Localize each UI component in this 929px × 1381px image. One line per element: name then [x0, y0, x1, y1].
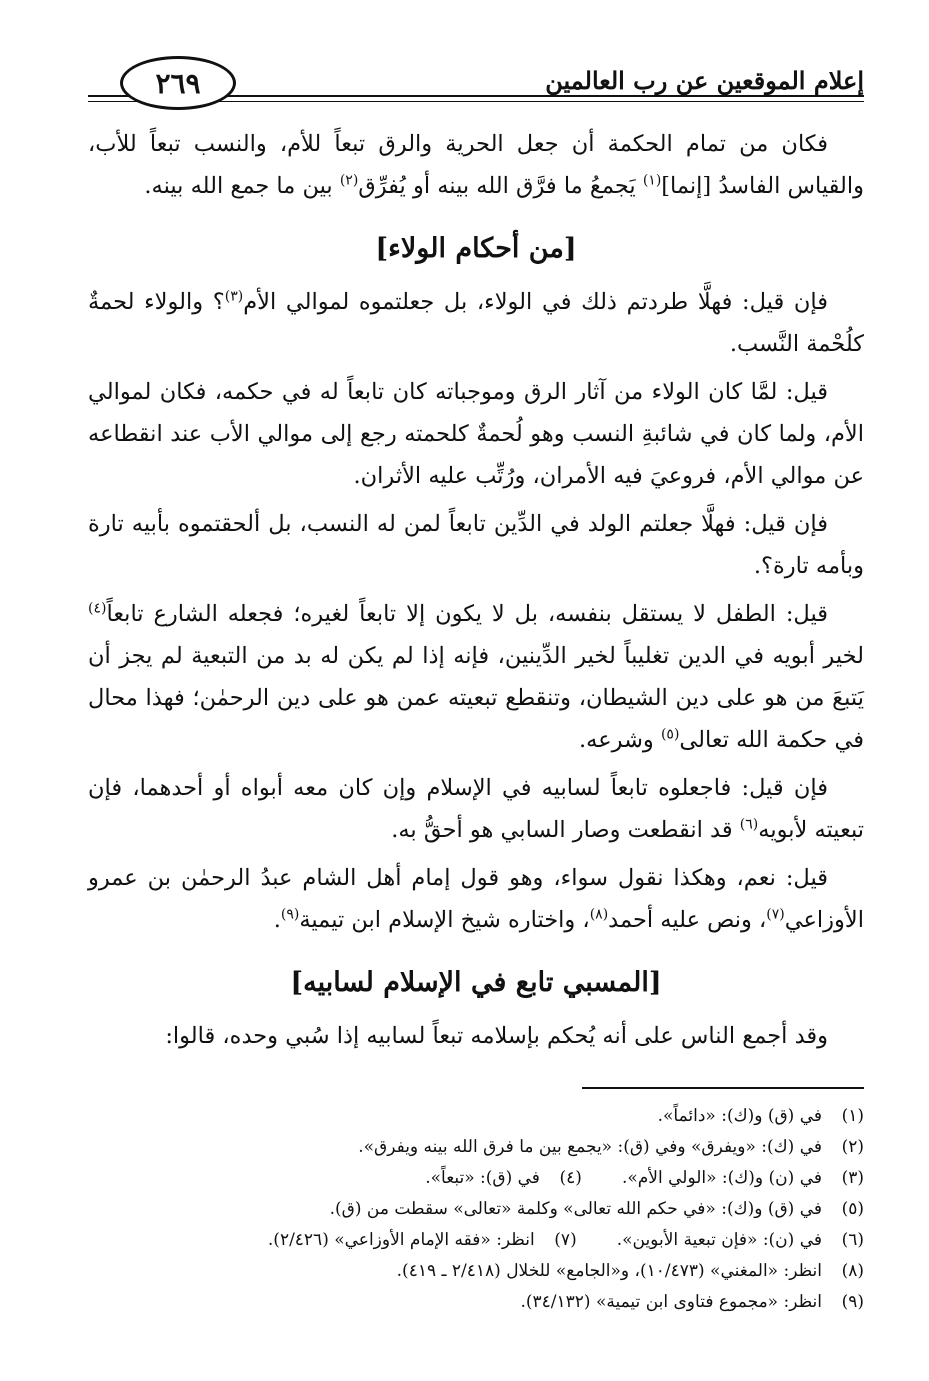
footnote-number: (٤): [559, 1168, 582, 1188]
footnotes: [88, 1101, 864, 1318]
section-heading-captive: [المسبي تابع في الإسلام لسابيه]: [290, 967, 662, 998]
footnote-6-7: [88, 1225, 864, 1256]
footnote-number: (٦): [841, 1230, 864, 1250]
footnote-number: (٨): [841, 1261, 864, 1281]
footnote-marker: (٤): [88, 600, 107, 617]
paragraph-7: [88, 857, 864, 941]
footnote-text: انظر: «فقه الإمام الأوزاعي» (٢/٤٢٦).: [267, 1230, 535, 1250]
paragraph-5: [88, 593, 864, 761]
footnote-marker: (٧): [766, 906, 785, 923]
footnote-marker: (٩): [280, 906, 300, 923]
text-run: ؟ والولاء لحمةٌ كلُحْمة النَّسب.: [88, 289, 864, 357]
text-run: قد انقطعت وصار السابي هو أحقُّ به.: [391, 817, 740, 843]
footnote-number: (١): [841, 1106, 864, 1126]
text-run: فإن قيل: فاجعلوه تابعاً لسابيه في الإسلام وإن كان معه أبواه أو أحدهما، فإن تبعيته لأبويه: [88, 775, 864, 843]
footnote-marker: (٨): [589, 906, 609, 923]
text-run: يَجمعُ ما فرَّق الله بينه أو يُفرِّق: [358, 173, 643, 199]
footnote-spacer: [577, 1225, 617, 1256]
paragraph-1: [88, 123, 864, 207]
footnote-spacer: [582, 1163, 622, 1194]
text-run: قيل: الطفل لا يستقل بنفسه، بل لا يكون إلا تابعاً لغيره؛ فجعله الشارع تابعاً: [106, 601, 828, 627]
footnote-marker: (١): [642, 172, 662, 189]
footnote-number: (٣): [841, 1168, 864, 1188]
footnote-marker: (٢): [339, 172, 359, 189]
footnote-number: (٩): [841, 1292, 864, 1312]
page-number: ٢٦٩: [120, 56, 236, 110]
footnote-8: [88, 1256, 864, 1287]
page-header: [88, 56, 864, 116]
footnote-number: (٧): [554, 1230, 577, 1250]
footnote-3-4: [88, 1163, 864, 1194]
footnote-number: (٢): [841, 1137, 864, 1157]
footnote-text: في (ن) و(ك): «الولي الأم».: [621, 1168, 822, 1188]
section-heading-wala: [من أحكام الولاء]: [375, 233, 577, 264]
text-run: ، واختاره شيخ الإسلام ابن تيمية: [299, 907, 590, 933]
footnote-text: انظر: «مجموع فتاوى ابن تيمية» (٣٤/١٣٢).: [520, 1292, 822, 1312]
footnote-text: انظر: «المغني» (١٠/٤٧٣)، و«الجامع» للخلال (٢/٤١٨ ـ ٤١٩).: [396, 1261, 822, 1281]
footnote-9: [88, 1287, 864, 1318]
text-run: فإن قيل: فهلَّا طردتم ذلك في الولاء، بل جعلتموه لموالي الأم: [243, 289, 828, 315]
footnote-1: [88, 1101, 864, 1132]
footnote-separator: [582, 1087, 864, 1089]
text-run: .: [273, 907, 281, 933]
running-title: إعلام الموقعين عن رب العالمين: [545, 66, 864, 95]
footnote-marker: (٥): [660, 726, 680, 743]
footnote-marker: (٦): [739, 816, 759, 833]
footnote-number: (٥): [841, 1199, 864, 1219]
footnote-text: في (ق) و(ك): «دائماً».: [657, 1106, 822, 1126]
footnote-text: في (ن): «فإن تبعية الأبوين».: [616, 1230, 822, 1250]
text-run: فكان من تمام الحكمة أن جعل الحرية والرق تبعاً للأم، والنسب تبعاً للأب، والقياس الفاسدُ [إنما]: [88, 131, 864, 199]
text-run: قيل: نعم، وهكذا نقول سواء، وهو قول إمام أهل الشام عبدُ الرحمٰن بن عمرو الأوزاعي: [88, 865, 864, 933]
footnote-2: [88, 1132, 864, 1163]
paragraph-2: [88, 281, 864, 365]
footnote-text: في (ق) و(ك): «في حكم الله تعالى» وكلمة «تعالى» سقطت من (ق).: [329, 1199, 822, 1219]
paragraph-8: وقد أجمع الناس على أنه يُحكم بإسلامه تبعاً لسابيه إذا سُبي وحده، قالوا:: [165, 1023, 828, 1049]
text-run: ، ونص عليه أحمد: [608, 907, 767, 933]
text-run: لخير أبويه في الدين تغليباً لخير الدِّينين، فإنه إذا لم يكن له بد من التبعية لم يجز أن يَتبعَ من هو على دين الشيطان، وتنقطع تبعيته عمن هو على دين الرحمٰن؛ فهذا محال في حكمة الله تعالى: [88, 643, 864, 753]
paragraph-3: قيل: لمَّا كان الولاء من آثار الرق وموجباته كان تابعاً له في حكمه، فكان لموالي الأم، ولما كان في شائبةِ النسب وهو لُحمةٌ كلحمته رجع إلى موالي الأب عند انقطاعه عن موالي الأم، فروعيَ فيه الأمران، ورُتِّب عليه الأثران.: [88, 379, 864, 489]
main-text: [88, 123, 864, 1057]
paragraph-4: فإن قيل: فهلَّا جعلتم الولد في الدِّين تابعاً لمن له النسب، بل ألحقتموه بأبيه تارة وبأمه تارة؟.: [88, 511, 864, 579]
footnote-text: في (ك): «ويفرق» وفي (ق): «يجمع بين ما فرق الله بينه ويفرق».: [358, 1137, 822, 1157]
text-run: وشرعه.: [579, 727, 661, 753]
footnote-marker: (٣): [224, 288, 244, 305]
text-run: بين ما جمع الله بينه.: [144, 173, 340, 199]
paragraph-6: [88, 767, 864, 851]
footnote-text: في (ق): «تبعاً».: [425, 1168, 540, 1188]
footnote-5: [88, 1194, 864, 1225]
